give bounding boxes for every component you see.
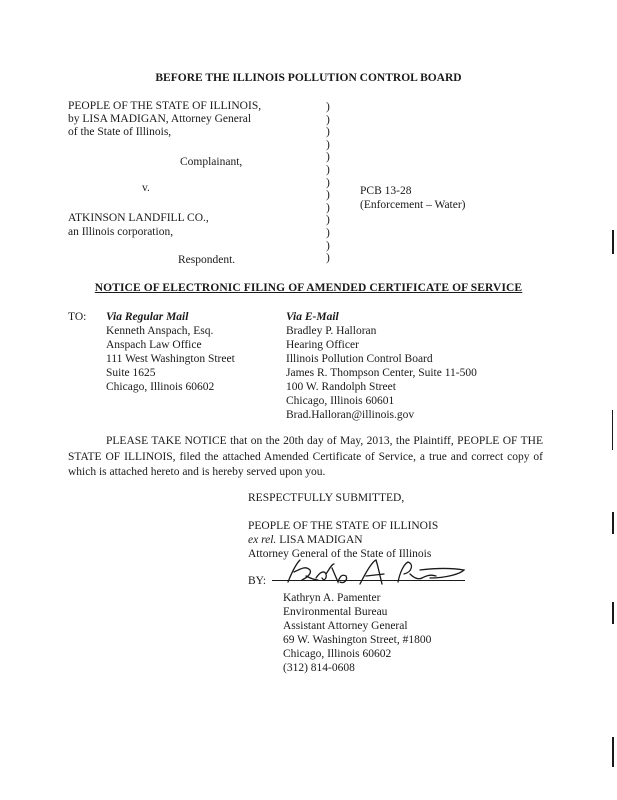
complainant-state-line: of the State of Illinois, — [68, 126, 172, 138]
closing: RESPECTFULLY SUBMITTED, — [248, 492, 405, 504]
to-label: TO: — [68, 311, 87, 323]
scan-mark — [612, 737, 614, 767]
scan-mark — [612, 512, 614, 534]
complainant-role: Complainant, — [180, 156, 243, 168]
regular-mail-line: Chicago, Illinois 60602 — [106, 381, 215, 393]
signer-line: Environmental Bureau — [283, 606, 388, 618]
ex-rel-name: LISA MADIGAN — [279, 534, 363, 546]
paren: ) — [326, 252, 330, 265]
party-name: PEOPLE OF THE STATE OF ILLINOIS — [248, 520, 439, 532]
email-address: Brad.Halloran@illinois.gov — [286, 409, 415, 421]
by-label: BY: — [248, 575, 267, 587]
notice-title: NOTICE OF ELECTRONIC FILING OF AMENDED CERTIFICATE OF SERVICE — [94, 282, 523, 294]
regular-mail-line: Anspach Law Office — [106, 339, 202, 351]
paren: ) — [326, 226, 330, 239]
signer-phone: (312) 814-0608 — [283, 662, 355, 674]
regular-mail-line: 111 West Washington Street — [106, 353, 235, 365]
paren: ) — [326, 101, 330, 113]
regular-mail-line: Suite 1625 — [106, 367, 156, 379]
paren: ) — [326, 138, 330, 151]
respondent-name: ATKINSON LANDFILL CO., — [68, 212, 209, 224]
signer-line: Chicago, Illinois 60602 — [283, 648, 392, 660]
email-line: Bradley P. Halloran — [286, 325, 377, 337]
respondent-description: an Illinois corporation, — [68, 226, 174, 238]
regular-mail-line: Kenneth Anspach, Esq. — [106, 325, 214, 337]
email-line: 100 W. Randolph Street — [286, 381, 396, 393]
caption-parentheses — [326, 101, 336, 265]
paren: ) — [326, 126, 330, 139]
versus-label: v. — [142, 182, 150, 194]
ex-rel-line — [248, 535, 363, 547]
email-heading: Via E-Mail — [286, 311, 339, 323]
email-line: Illinois Pollution Control Board — [286, 353, 433, 365]
paren: ) — [326, 189, 330, 202]
paren: ) — [326, 239, 330, 252]
ag-title: Attorney General of the State of Illinois — [248, 548, 432, 560]
respondent-role: Respondent. — [178, 254, 236, 266]
paren: ) — [326, 214, 330, 227]
complainant-name: PEOPLE OF THE STATE OF ILLINOIS, — [68, 100, 262, 112]
complainant-by-line: by LISA MADIGAN, Attorney General — [68, 113, 252, 125]
case-type: (Enforcement – Water) — [360, 199, 466, 211]
case-number: PCB 13-28 — [360, 185, 412, 197]
signer-name: Kathryn A. Pamenter — [283, 592, 381, 604]
board-heading: BEFORE THE ILLINOIS POLLUTION CONTROL BOARD — [155, 72, 462, 84]
scan-mark — [612, 230, 614, 254]
paren: ) — [326, 201, 330, 214]
email-line: James R. Thompson Center, Suite 11-500 — [286, 367, 477, 379]
signer-line: Assistant Attorney General — [283, 620, 408, 632]
notice-paragraph: PLEASE TAKE NOTICE that on the 20th day of May, 2013, the Plaintiff, PEOPLE OF THE STATE OF ILLINOIS, filed the attached Amended Certificate of Service, a true and correct copy of which is attached hereto and is hereby served upon you. — [68, 435, 543, 478]
handwritten-signature — [280, 558, 470, 588]
scan-mark — [612, 602, 614, 624]
signer-line: 69 W. Washington Street, #1800 — [283, 634, 432, 646]
paren: ) — [326, 163, 330, 176]
paren: ) — [326, 113, 330, 126]
regular-mail-heading: Via Regular Mail — [106, 311, 189, 323]
paren: ) — [326, 176, 330, 189]
email-line: Hearing Officer — [286, 339, 359, 351]
ex-rel-prefix: ex rel. — [248, 534, 277, 546]
scan-mark — [612, 410, 613, 450]
email-line: Chicago, Illinois 60601 — [286, 395, 395, 407]
paren: ) — [326, 151, 330, 164]
